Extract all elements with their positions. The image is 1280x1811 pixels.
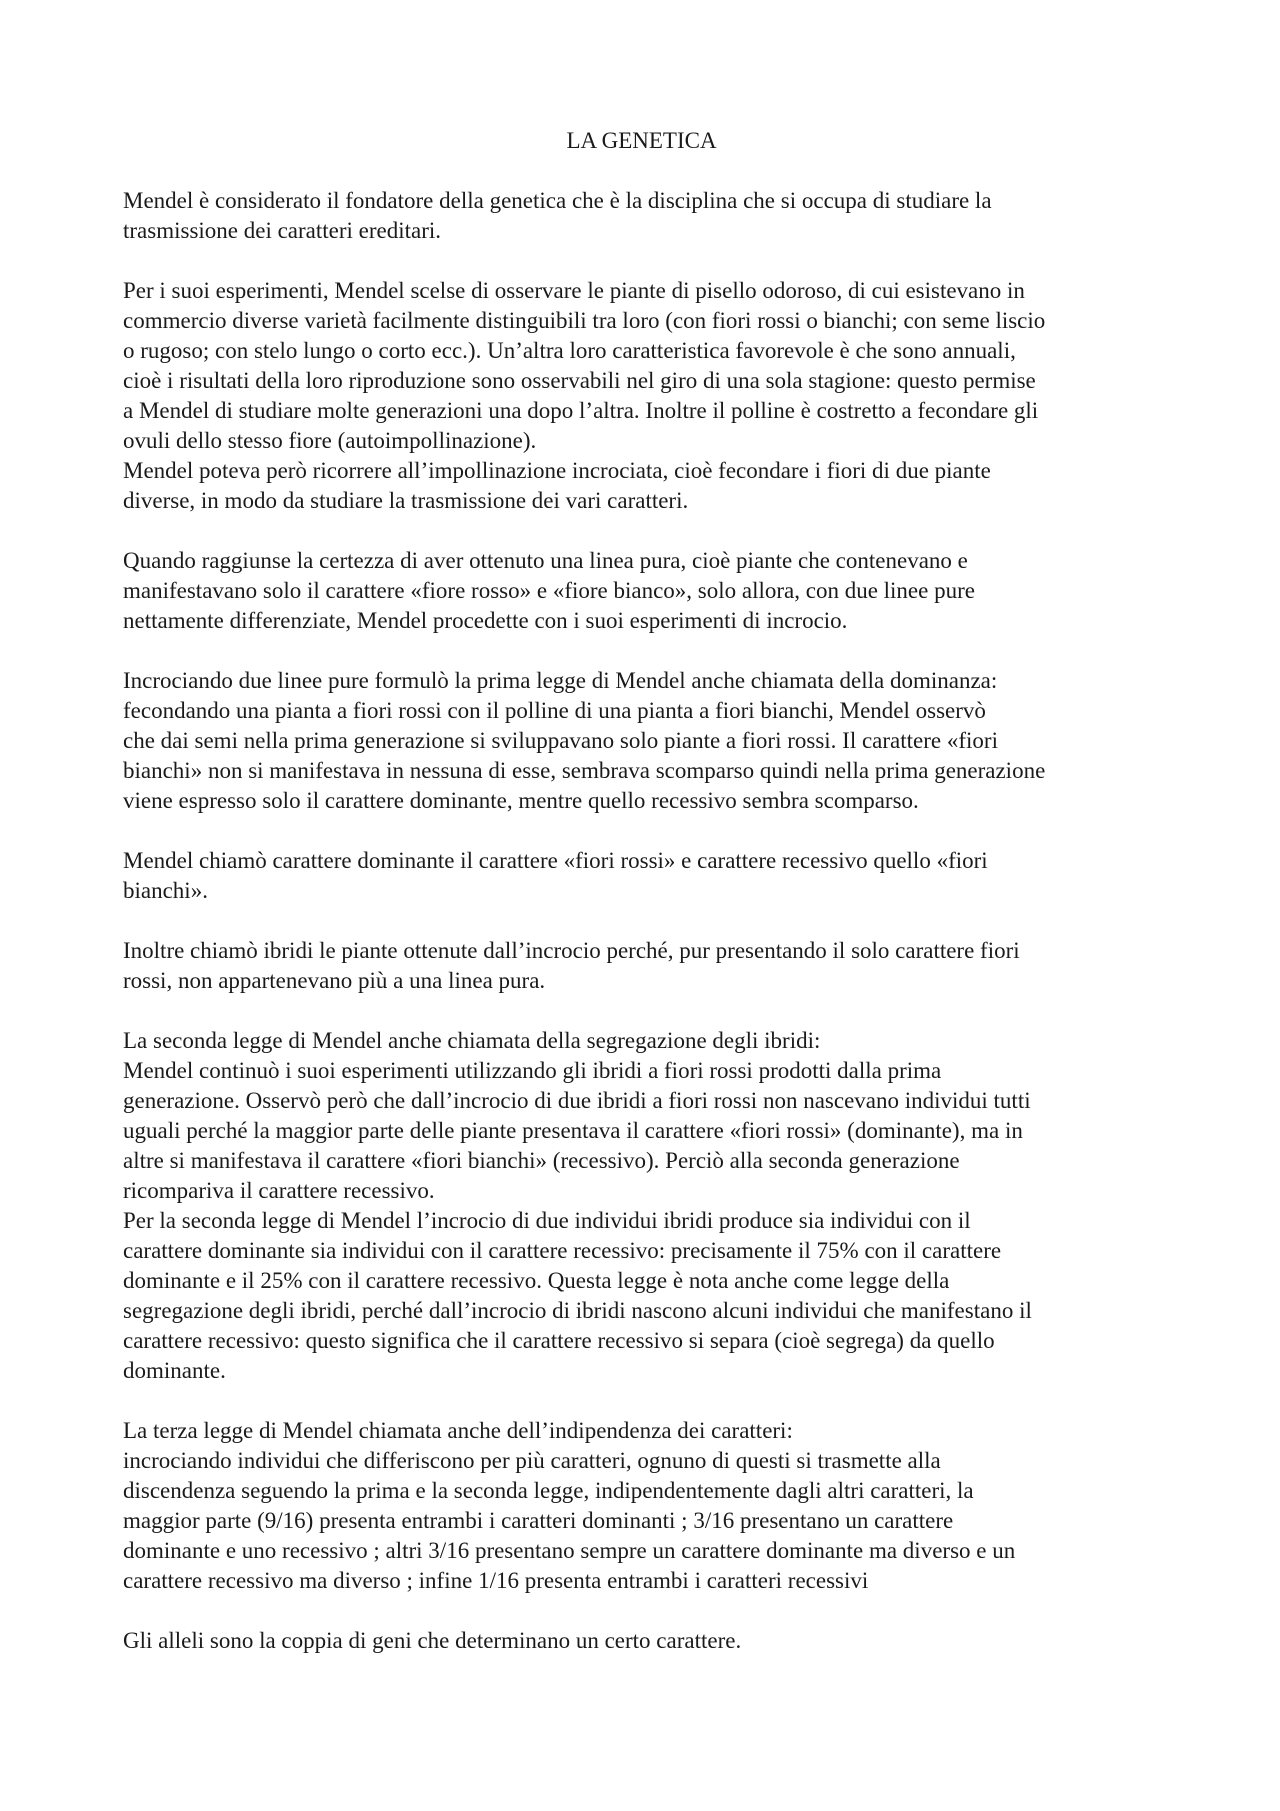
text-line: dominante.: [123, 1358, 226, 1383]
text-line: che dai semi nella prima generazione si sviluppavano solo piante a fiori rossi. Il carattere «fiori: [123, 728, 998, 753]
text-line: bianchi».: [123, 878, 208, 903]
text-line: fecondando una pianta a fiori rossi con il polline di una pianta a fiori bianchi, Mendel osservò: [123, 698, 986, 723]
text-line: Mendel chiamò carattere dominante il carattere «fiori rossi» e carattere recessivo quello «fiori: [123, 848, 988, 873]
text-line: Gli alleli sono la coppia di geni che determinano un certo carattere.: [123, 1628, 742, 1653]
text-line: incrociando individui che differiscono per più caratteri, ognuno di questi si trasmette alla: [123, 1448, 941, 1473]
text-line: Inoltre chiamò ibridi le piante ottenute dall’incrocio perché, pur presentando il solo carattere fiori: [123, 938, 1020, 963]
text-line: carattere recessivo: questo significa che il carattere recessivo si separa (cioè segrega) da quello: [123, 1328, 995, 1353]
text-line: rossi, non appartenevano più a una linea pura.: [123, 968, 546, 993]
paragraph: [123, 846, 1160, 906]
text-line: discendenza seguendo la prima e la seconda legge, indipendentemente dagli altri caratteri, la: [123, 1478, 974, 1503]
text-line: bianchi» non si manifestava in nessuna di esse, sembrava scomparso quindi nella prima generazione: [123, 758, 1046, 783]
text-line: dominante e uno recessivo ; altri 3/16 presentano sempre un carattere dominante ma diverso e un: [123, 1538, 1016, 1563]
text-line: Mendel continuò i suoi esperimenti utilizzando gli ibridi a fiori rossi prodotti dalla prima: [123, 1058, 942, 1083]
text-line: altre si manifestava il carattere «fiori bianchi» (recessivo). Perciò alla seconda generazione: [123, 1148, 960, 1173]
text-line: uguali perché la maggior parte delle piante presentava il carattere «fiori rossi» (dominante), ma in: [123, 1118, 1023, 1143]
text-line: generazione. Osservò però che dall’incrocio di due ibridi a fiori rossi non nascevano individui tutti: [123, 1088, 1031, 1113]
text-line: Per la seconda legge di Mendel l’incrocio di due individui ibridi produce sia individui con il: [123, 1208, 971, 1233]
text-line: Incrociando due linee pure formulò la prima legge di Mendel anche chiamata della dominanza:: [123, 668, 998, 693]
text-line: carattere recessivo ma diverso ; infine 1/16 presenta entrambi i caratteri recessivi: [123, 1568, 869, 1593]
paragraph: [123, 1026, 1160, 1386]
text-line: a Mendel di studiare molte generazioni una dopo l’altra. Inoltre il polline è costretto a fecondare gli: [123, 398, 1039, 423]
text-line: o rugoso; con stelo lungo o corto ecc.). Un’altra loro caratteristica favorevole è che sono annuali,: [123, 338, 1016, 363]
document-body: [123, 186, 1160, 1656]
text-line: Mendel è considerato il fondatore della genetica che è la disciplina che si occupa di studiare la: [123, 188, 992, 213]
text-line: ricompariva il carattere recessivo.: [123, 1178, 435, 1203]
paragraph: [123, 546, 1160, 636]
text-line: nettamente differenziate, Mendel procedette con i suoi esperimenti di incrocio.: [123, 608, 848, 633]
text-line: viene espresso solo il carattere dominante, mentre quello recessivo sembra scomparso.: [123, 788, 919, 813]
paragraph: [123, 186, 1160, 246]
paragraph: [123, 1416, 1160, 1596]
text-line: La terza legge di Mendel chiamata anche dell’indipendenza dei caratteri:: [123, 1418, 793, 1443]
paragraph: [123, 1626, 1160, 1656]
paragraph: [123, 276, 1160, 516]
text-line: Quando raggiunse la certezza di aver ottenuto una linea pura, cioè piante che contenevano e: [123, 548, 968, 573]
text-line: La seconda legge di Mendel anche chiamata della segregazione degli ibridi:: [123, 1028, 821, 1053]
text-line: dominante e il 25% con il carattere recessivo. Questa legge è nota anche come legge della: [123, 1268, 950, 1293]
text-line: manifestavano solo il carattere «fiore rosso» e «fiore bianco», solo allora, con due linee pure: [123, 578, 975, 603]
text-line: trasmissione dei caratteri ereditari.: [123, 218, 442, 243]
text-line: commercio diverse varietà facilmente distinguibili tra loro (con fiori rossi o bianchi; con seme liscio: [123, 308, 1046, 333]
text-line: segregazione degli ibridi, perché dall’incrocio di ibridi nascono alcuni individui che manifestano il: [123, 1298, 1032, 1323]
text-line: carattere dominante sia individui con il carattere recessivo: precisamente il 75% con il carattere: [123, 1238, 1002, 1263]
page-title: LA GENETICA: [566, 128, 717, 153]
text-line: cioè i risultati della loro riproduzione sono osservabili nel giro di una sola stagione: questo permise: [123, 368, 1036, 393]
text-line: Mendel poteva però ricorrere all’impollinazione incrociata, cioè fecondare i fiori di due piante: [123, 458, 991, 483]
text-line: ovuli dello stesso fiore (autoimpollinazione).: [123, 428, 537, 453]
text-line: diverse, in modo da studiare la trasmissione dei vari caratteri.: [123, 488, 689, 513]
paragraph: [123, 666, 1160, 816]
paragraph: [123, 936, 1160, 996]
text-line: maggior parte (9/16) presenta entrambi i caratteri dominanti ; 3/16 presentano un carattere: [123, 1508, 954, 1533]
text-line: Per i suoi esperimenti, Mendel scelse di osservare le piante di pisello odoroso, di cui esistevano in: [123, 278, 1025, 303]
